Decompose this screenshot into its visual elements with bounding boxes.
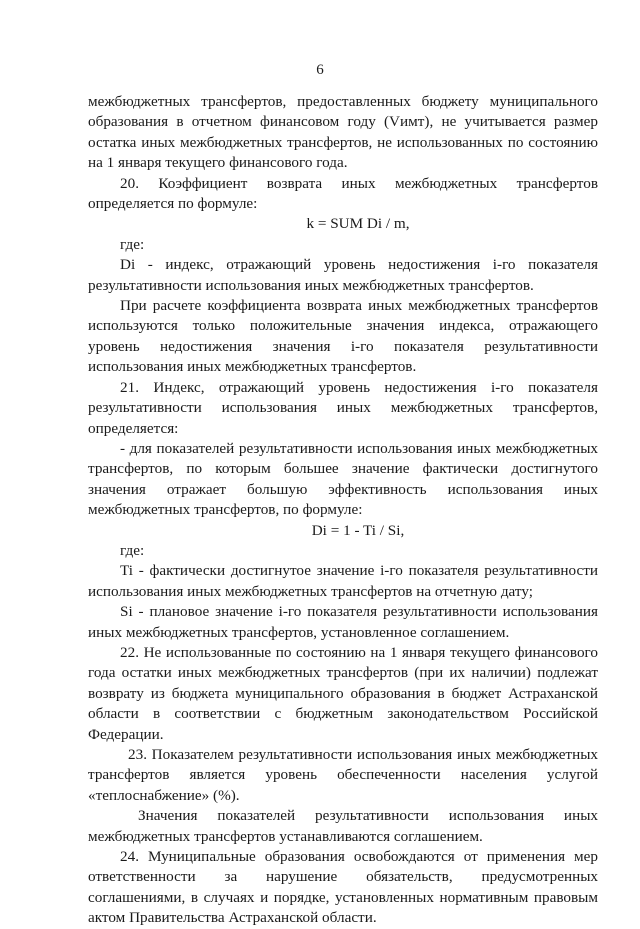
ti-definition: Ti - фактически достигнутое значение i-го показателя результативности использования иных межбюджетных трансфертов на отчетную дату; xyxy=(88,562,598,600)
paragraph-24: 24. Муниципальные образования освобождаются от применения мер ответственности за нарушение обязательств, предусмотренных соглашениями, в случаях и порядке, установленных нормативным правовым актом Правительства Астраханской области. xyxy=(88,848,598,927)
where-label-2: где: xyxy=(120,541,145,559)
paragraph-positive-values: При расчете коэффициента возврата иных межбюджетных трансфертов используются только положительные значения индекса, отражающего уровень недостижения значения i-го показателя результативности использования иных межбюджетных трансфертов. xyxy=(88,297,598,376)
paragraph-values: Значения показателей результативности использования иных межбюджетных трансфертов устанавливаются соглашением. xyxy=(88,807,598,845)
di-definition: Di - индекс, отражающий уровень недостижения i-го показателя результативности использования иных межбюджетных трансфертов. xyxy=(88,256,598,294)
paragraph-23: 23. Показателем результативности использования иных межбюджетных трансфертов является уровень обеспеченности населения услугой «теплоснабжение» (%). xyxy=(88,746,598,804)
paragraph-21-item: - для показателей результативности использования иных межбюджетных трансфертов, по которым большее значение фактически достигнутого значения отражает большую эффективность использования иных межбюджетных трансфертов, по формуле: xyxy=(88,439,598,519)
paragraph-20: 20. Коэффициент возврата иных межбюджетных трансфертов определяется по формуле: xyxy=(88,174,598,213)
document-body xyxy=(88,92,598,929)
si-definition: Si - плановое значение i-го показателя результативности использования иных межбюджетных трансфертов, установленное соглашением. xyxy=(88,603,598,641)
formula-k: k = SUM Di / m, xyxy=(306,215,410,233)
paragraph-intro: межбюджетных трансфертов, предоставленных бюджету муниципального образования в отчетном финансовом году (Vимт), не учитывается размер остатка иных межбюджетных трансфертов, не использованных по состоянию на 1 января текущего финансового года. xyxy=(88,93,598,172)
where-label-1: где: xyxy=(120,235,145,253)
paragraph-22: 22. Не использованные по состоянию на 1 января текущего финансового года остатки иных межбюджетных трансфертов (при их наличии) подлежат возврату из бюджета муниципального образования в бюджет Астраханской области в соответствии с бюджетным законодательством Российской Федерации. xyxy=(88,643,598,743)
paragraph-21: 21. Индекс, отражающий уровень недостижения i-го показателя результативности использования иных межбюджетных трансфертов, определяется: xyxy=(88,378,598,437)
formula-di: Di = 1 - Ti / Si, xyxy=(311,521,405,539)
page-number: 6 xyxy=(316,62,324,78)
